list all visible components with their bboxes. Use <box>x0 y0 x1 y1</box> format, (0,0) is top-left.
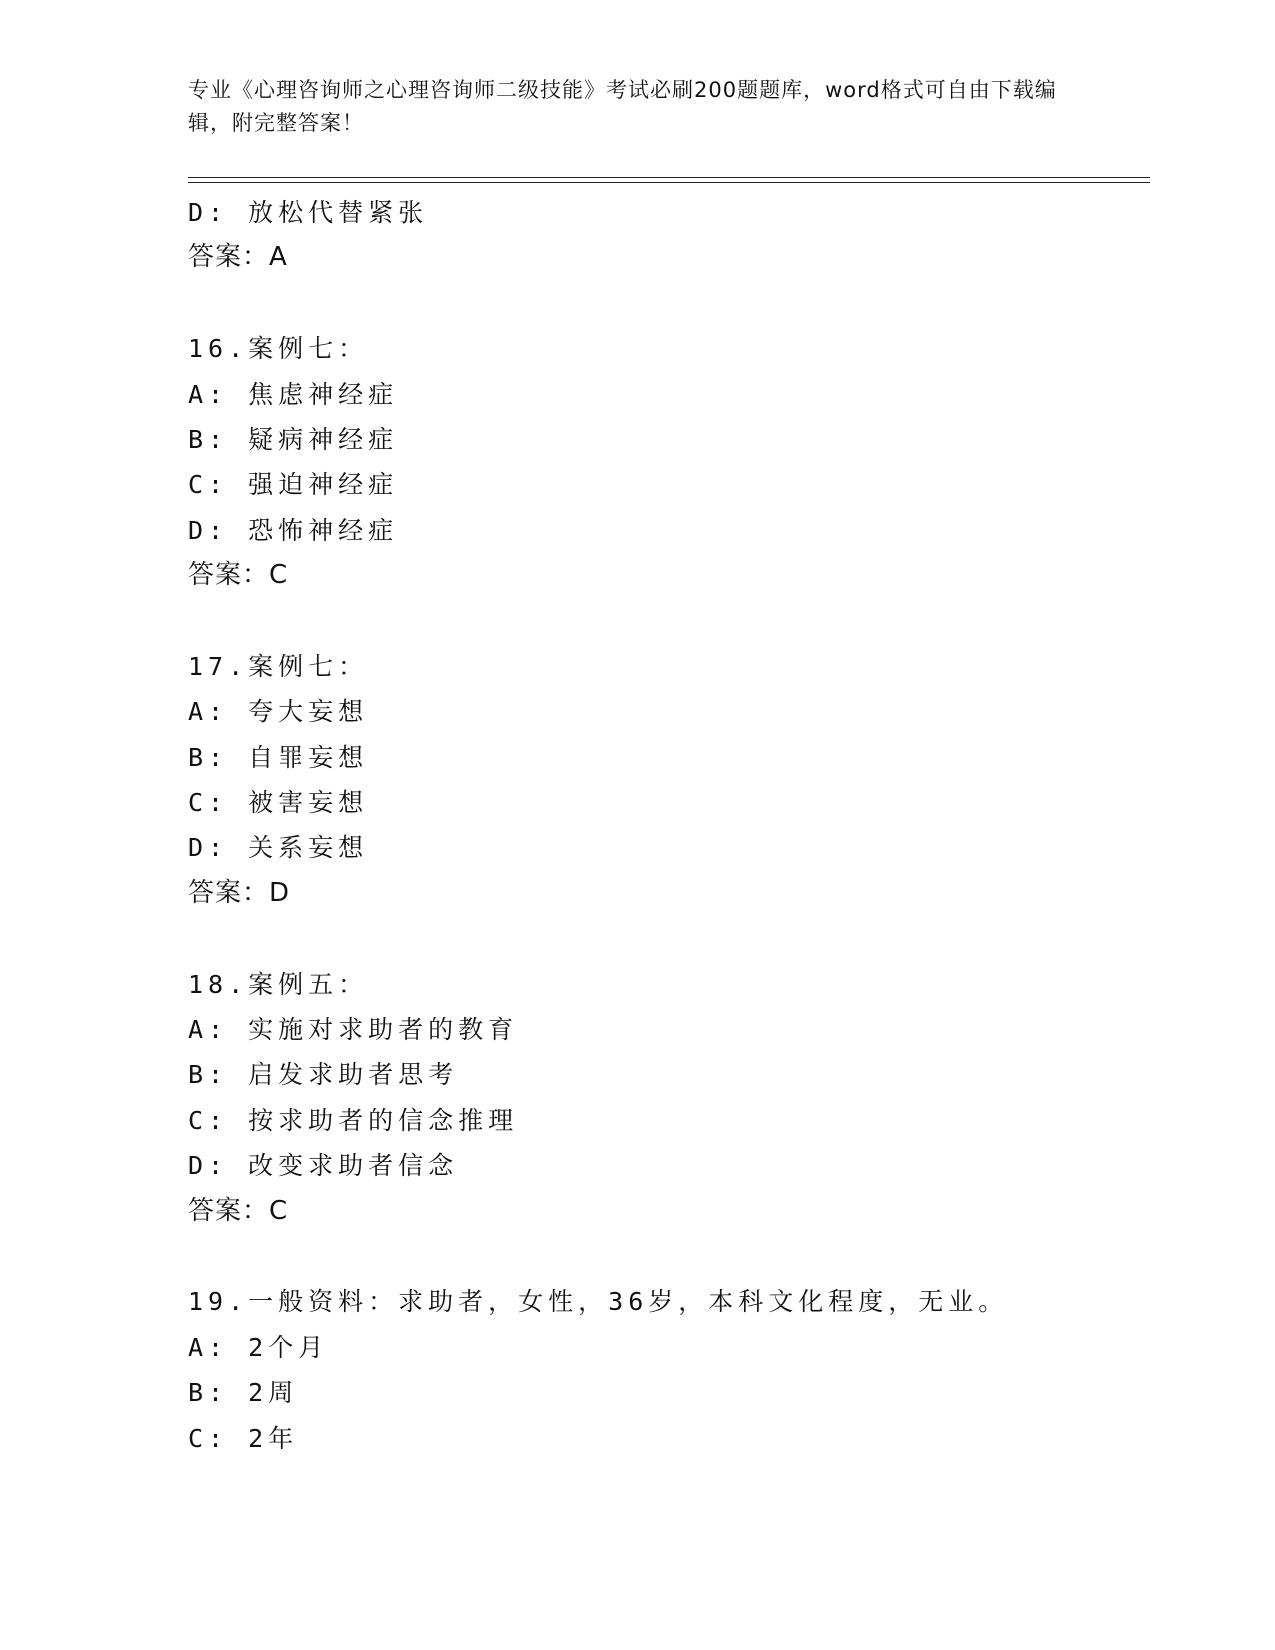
header-divider-bottom <box>188 182 1150 183</box>
spacer <box>188 1234 1148 1279</box>
option-d: D: 恐怖神经症 <box>188 515 399 545</box>
answer-line: 答案：D <box>188 877 291 908</box>
option-c: C: 2年 <box>188 1423 299 1453</box>
answer-line: 答案：A <box>188 242 288 273</box>
option-a: A: 焦虑神经症 <box>188 379 399 409</box>
option-d: D: 关系妄想 <box>188 833 369 863</box>
option-a: A: 实施对求助者的教育 <box>188 1015 519 1045</box>
option-d: D: 改变求助者信念 <box>188 1151 459 1181</box>
question-list <box>188 190 1148 1461</box>
option-c: C: 强迫神经症 <box>188 470 399 500</box>
header-divider-top <box>188 177 1150 178</box>
option-c: C: 被害妄想 <box>188 788 369 818</box>
spacer <box>188 281 1148 326</box>
question-stem: 17.案例七： <box>188 651 369 681</box>
option-a: A: 夸大妄想 <box>188 697 369 727</box>
question-stem: 18.案例五： <box>188 969 369 999</box>
spacer <box>188 916 1148 961</box>
option-a: A: 2个月 <box>188 1332 329 1362</box>
document-header: 专业《心理咨询师之心理咨询师二级技能》考试必刷200题题库，word格式可自由下载编辑，附完整答案！ <box>188 78 1057 135</box>
question-stem: 16.案例七： <box>188 334 369 364</box>
answer-line: 答案：C <box>188 1195 289 1226</box>
option-d: D: 放松代替紧张 <box>188 198 429 227</box>
option-b: B: 2周 <box>188 1378 299 1408</box>
option-c: C: 按求助者的信念推理 <box>188 1105 519 1135</box>
answer-line: 答案：C <box>188 560 289 591</box>
option-b: B: 疑病神经症 <box>188 424 399 454</box>
question-stem: 19.一般资料：求助者，女性，36岁，本科文化程度，无业。 <box>188 1287 1009 1317</box>
option-b: B: 自罪妄想 <box>188 742 369 772</box>
spacer <box>188 599 1148 644</box>
option-b: B: 启发求助者思考 <box>188 1060 459 1090</box>
